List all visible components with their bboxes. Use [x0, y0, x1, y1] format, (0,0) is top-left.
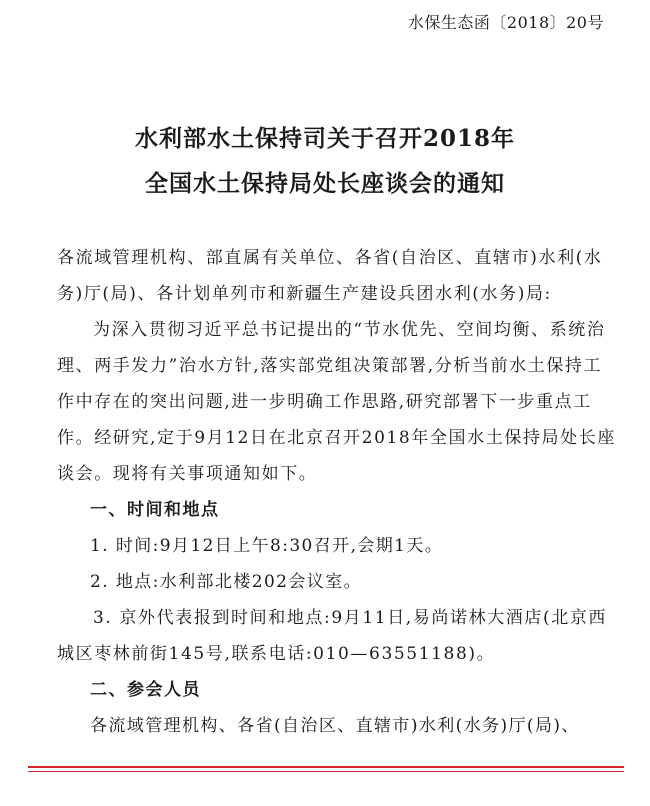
title-line-1: 水利部水土保持司关于召开2018年 — [134, 125, 515, 152]
section-1-item-registration: 3. 京外代表报到时间和地点:9月11日,易尚诺林大酒店(北京西城区枣林前街145号,联系电话:010—63551188)。 — [57, 608, 608, 664]
intro-paragraph: 为深入贯彻习近平总书记提出的“节水优先、空间均衡、系统治理、两手发力”治水方针,落实部党组决策部署,分析当前水土保持工作中存在的突出问题,进一步明确工作思路,研究部署下一步重点工作。经研究,定于9月12日在北京召开2018年全国水土保持局处长座谈会。现将有关事项通知如下。 — [57, 320, 616, 484]
title-line-2: 全国水土保持局处长座谈会的通知 — [145, 170, 505, 197]
addressee-paragraph: 各流域管理机构、部直属有关单位、各省(自治区、直辖市)水利(水务)厅(局)、各计划单列市和新疆生产建设兵团水利(水务)局: — [57, 248, 603, 304]
red-divider-line — [28, 766, 624, 768]
section-2-text: 各流域管理机构、各省(自治区、直辖市)水利(水务)厅(局)、 — [90, 716, 580, 736]
section-1-item-location: 2. 地点:水利部北楼202会议室。 — [90, 572, 362, 592]
document-number: 水保生态函〔2018〕20号 — [407, 13, 604, 32]
section-1-item-time: 1. 时间:9月12日上午8:30召开,会期1天。 — [90, 536, 444, 556]
section-1-heading: 一、时间和地点 — [90, 500, 220, 520]
section-2-heading: 二、参会人员 — [90, 680, 201, 700]
red-divider-line-thin — [28, 771, 624, 772]
